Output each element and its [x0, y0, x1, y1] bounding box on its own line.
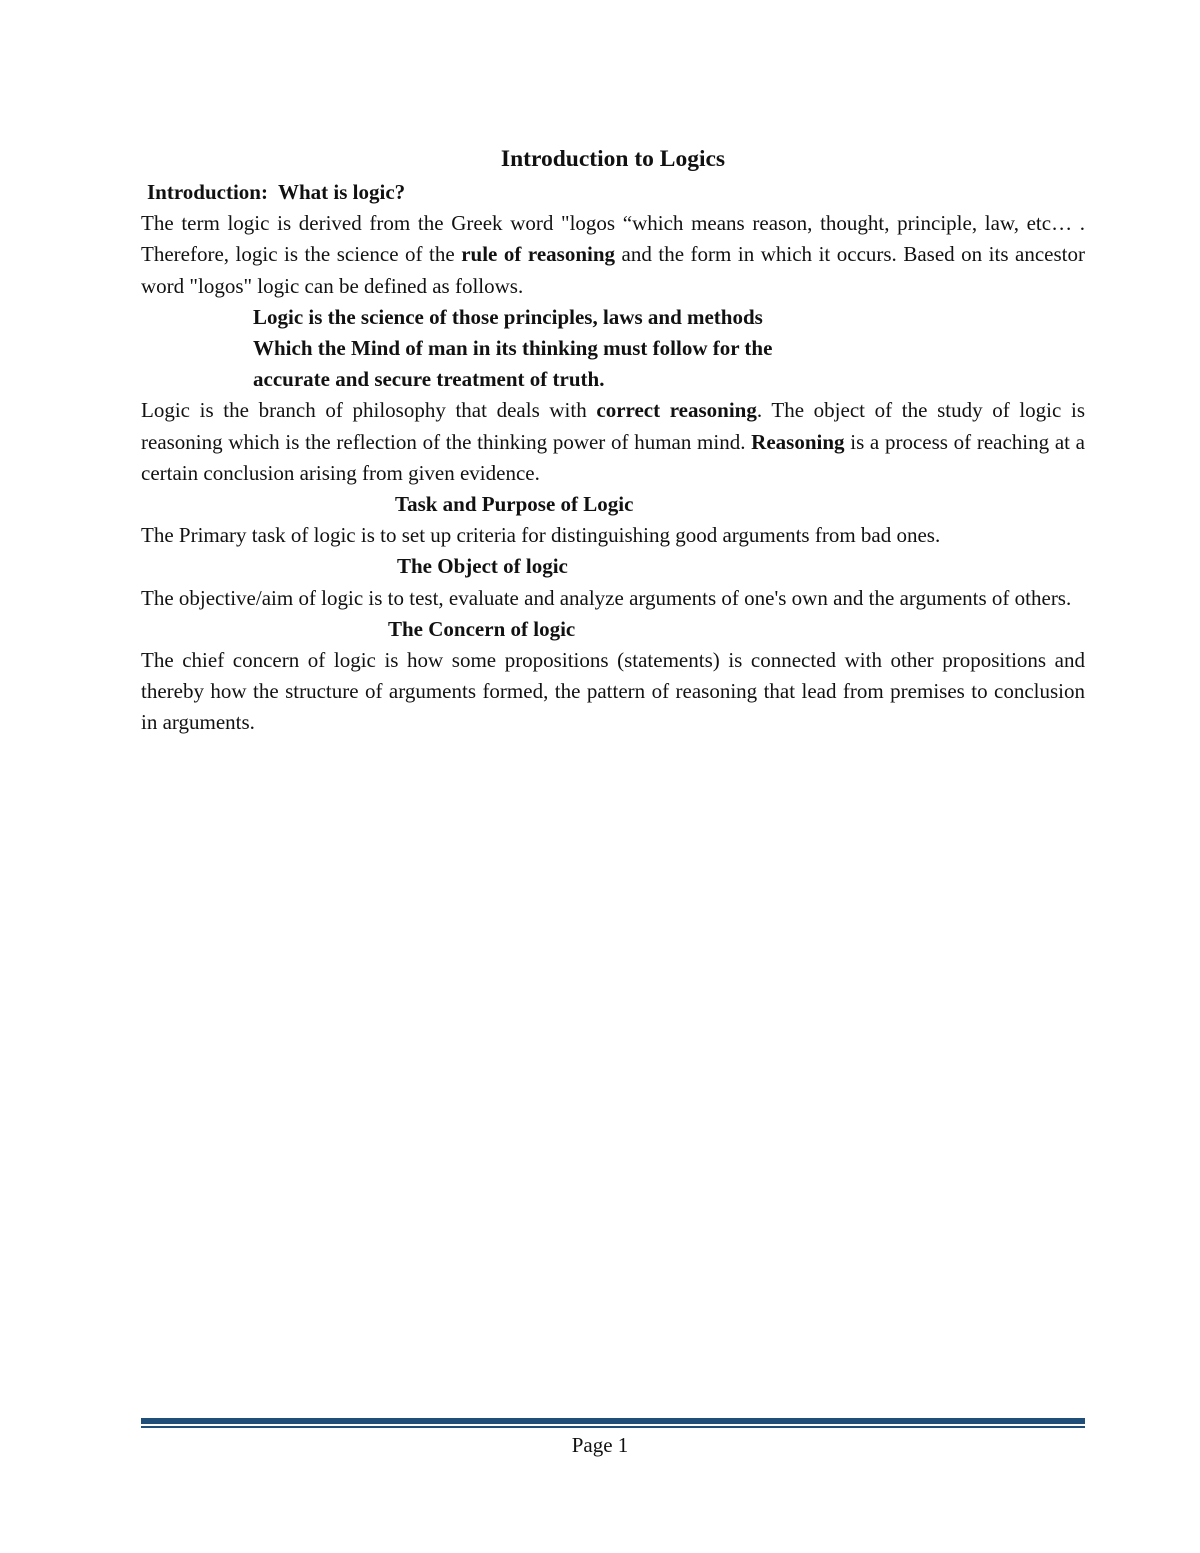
paragraph-text: and the form in which it occurs. Based on its ancestor word "logos" logic can be defined as follows.	[141, 242, 1085, 298]
section-heading-object: The Object of logic	[397, 554, 568, 579]
page-number: Page 1	[571, 1433, 629, 1457]
paragraph-branch-of-philosophy	[141, 395, 1085, 489]
section-heading-task-purpose: Task and Purpose of Logic	[395, 492, 634, 517]
emphasis-correct-reasoning: correct reasoning	[596, 398, 757, 423]
footer-divider-thick	[141, 1418, 1085, 1424]
intro-heading	[141, 177, 1085, 208]
section-body-task-purpose: The Primary task of logic is to set up criteria for distinguishing good arguments from bad ones.	[141, 523, 941, 548]
footer-divider-thin	[141, 1426, 1085, 1428]
intro-heading-question: What is logic?	[277, 180, 406, 204]
definition-line-3: accurate and secure treatment of truth.	[253, 367, 605, 392]
paragraph-logic-etymology	[141, 208, 1085, 302]
page-title: Introduction to Logics	[500, 146, 726, 172]
emphasis-reasoning: Reasoning	[751, 429, 845, 454]
intro-heading-label: Introduction:	[147, 180, 268, 204]
section-body-object: The objective/aim of logic is to test, evaluate and analyze arguments of one's own and the arguments of others.	[141, 585, 1072, 610]
document-body	[141, 143, 1085, 739]
section-body-concern: The chief concern of logic is how some propositions (statements) is connected with other propositions and thereby how the structure of arguments formed, the pattern of reasoning that lead from premises to conclusion in arguments.	[141, 648, 1085, 735]
definition-line-2: Which the Mind of man in its thinking must follow for the	[253, 336, 773, 361]
paragraph-text: is a process of reaching at a certain conclusion arising from given evidence.	[141, 429, 1085, 485]
paragraph-text: The term logic is derived from the Greek word "logos “which means reason, thought, principle, law, etc… . Therefore, logic is the science of the	[141, 211, 1085, 267]
definition-line-1: Logic is the science of those principles, laws and methods	[253, 304, 763, 329]
emphasis-rule-of-reasoning: rule of reasoning	[461, 242, 616, 267]
paragraph-text: Logic is the branch of philosophy that deals with	[141, 398, 597, 423]
paragraph-text: . The object of the study of logic is reasoning which is the reflection of the thinking power of human mind.	[141, 398, 1085, 454]
section-heading-concern: The Concern of logic	[388, 616, 576, 641]
